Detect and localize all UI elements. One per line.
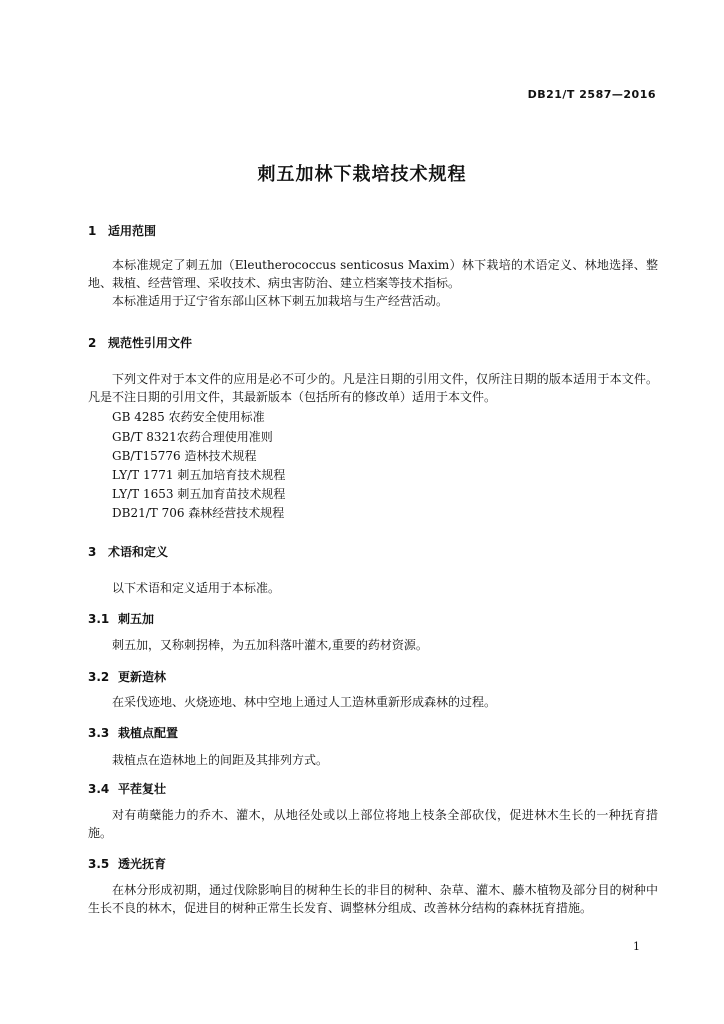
subsection-number: 3.1 [88, 612, 110, 626]
section-title: 适用范围 [108, 224, 157, 238]
reference-item: GB/T15776 造林技术规程 [112, 449, 257, 463]
section-heading-1 [88, 222, 156, 239]
subsection-3-5-text: 在林分形成初期，通过伐除影响目的树种生长的非目的树种、杂草、灌木、藤木植物及部分目的树种中生长不良的林木，促进目的树种正常生长发育、调整林分组成、改善林分结构的森林抚育措施。 [88, 883, 658, 915]
subsection-3-1-text: 刺五加，又称刺拐棒，为五加科落叶灌木,重要的药材资源。 [112, 638, 428, 652]
subsection-title: 刺五加 [118, 612, 155, 626]
subsection-title: 透光抚育 [118, 857, 167, 871]
reference-item: GB/T 8321农药合理使用准则 [112, 430, 273, 444]
subsection-number: 3.5 [88, 857, 110, 871]
subsection-title: 栽植点配置 [118, 726, 179, 740]
section-title: 规范性引用文件 [108, 336, 193, 350]
subsection-heading-3-2 [88, 668, 166, 685]
reference-item: LY/T 1771 刺五加培育技术规程 [112, 468, 286, 482]
standard-code: DB21/T 2587—2016 [527, 88, 656, 101]
section-3-paragraph-1: 以下术语和定义适用于本标准。 [112, 581, 281, 595]
section-2-paragraph-1: 下列文件对于本文件的应用是必不可少的。凡是注日期的引用文件，仅所注日期的版本适用于本文件。凡是不注日期的引用文件，其最新版本（包括所有的修改单）适用于本文件。 [88, 372, 658, 404]
subsection-3-3-text: 栽植点在造林地上的间距及其排列方式。 [112, 753, 329, 767]
page-number: 1 [633, 940, 640, 953]
subsection-3-2-text: 在采伐迹地、火烧迹地、林中空地上通过人工造林重新形成森林的过程。 [112, 695, 497, 709]
reference-item: LY/T 1653 刺五加育苗技术规程 [112, 487, 286, 501]
section-number: 3 [88, 545, 97, 559]
subsection-heading-3-4 [88, 780, 166, 797]
subsection-number: 3.3 [88, 726, 110, 740]
reference-item: DB21/T 706 森林经营技术规程 [112, 506, 285, 520]
section-heading-2 [88, 334, 192, 351]
section-number: 2 [88, 336, 97, 350]
section-1-paragraph-1: 本标准规定了刺五加（Eleutherococcus senticosus Maxim）林下栽培的术语定义、林地选择、整地、栽植、经营管理、采收技术、病虫害防治、建立档案等技术指标。 [88, 258, 658, 290]
subsection-heading-3-5 [88, 855, 166, 872]
subsection-title: 平茬复壮 [118, 782, 167, 796]
subsection-3-4-text: 对有萌蘖能力的乔木、灌木，从地径处或以上部位将地上枝条全部砍伐，促进林木生长的一种抚育措施。 [88, 808, 658, 840]
section-title: 术语和定义 [108, 545, 169, 559]
section-heading-3 [88, 543, 168, 560]
section-number: 1 [88, 224, 97, 238]
subsection-heading-3-3 [88, 724, 178, 741]
subsection-title: 更新造林 [118, 670, 167, 684]
section-1-paragraph-2: 本标准适用于辽宁省东部山区林下刺五加栽培与生产经营活动。 [112, 294, 449, 308]
reference-item: GB 4285 农药安全使用标准 [112, 410, 265, 424]
subsection-number: 3.4 [88, 782, 110, 796]
subsection-number: 3.2 [88, 670, 110, 684]
document-title: 刺五加林下栽培技术规程 [257, 164, 467, 185]
subsection-heading-3-1 [88, 610, 154, 627]
